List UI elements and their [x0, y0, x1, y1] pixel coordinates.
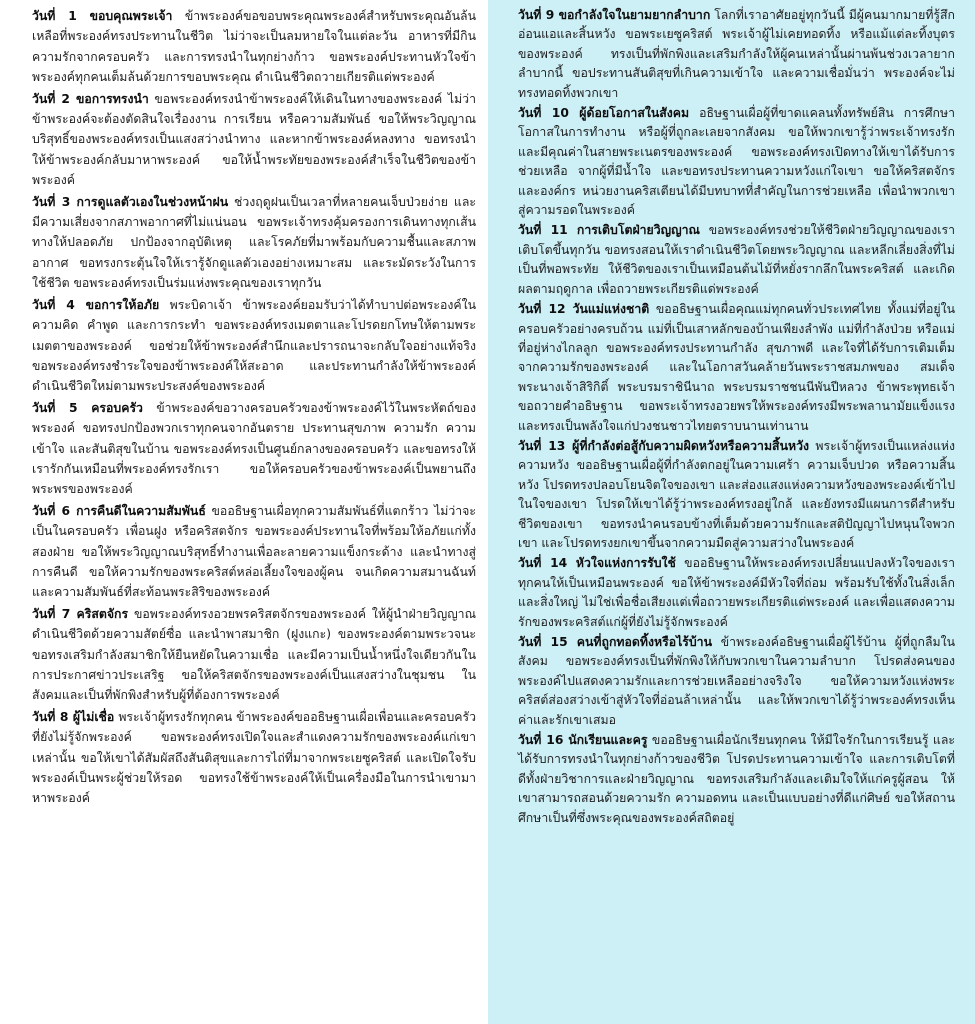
prayer-day-4 [32, 295, 476, 397]
day-heading: วันที่ 3 การดูแลตัวเองในช่วงหน้าฝน [32, 194, 229, 209]
day-text: ขอพระองค์ทรงช่วยให้ชีวิตฝ่ายวิญญาณของเราเติบโตขึ้นทุกวัน ขอทรงสอนให้เราดำเนินชีวิตโดยพระวิญญาณ และหลีกเลี่ยงสิ่งที่ไม่เป็นที่พอพระทัย ให้ชีวิตของเราเป็นเหมือนต้นไม้ที่หยั่งรากลึกในพระคริสต์ และเกิดผลตามฤดูกาล เพื่อถวายพระเกียรติแด่พระองค์ [518, 223, 955, 296]
day-text: ขอพระองค์ทรงอวยพรคริสตจักรของพระองค์ ให้ผู้นำฝ่ายวิญญาณดำเนินชีวิตด้วยความสัตย์ซื่อ และนำพาสมาชิก (ฝูงแกะ) ของพระองค์ตามพระวจนะ ขอทรงเสริมกำลังสมาชิกให้ยืนหยัดในความเชื่อ และมีความเป็นน้ำหนึ่งใจเดียวกันในการประกาศข่าวประเสริฐ ขอให้คริสตจักรของพระองค์เป็นแสงสว่างในชุมชน ในสังคมและเป็นที่พักพิงสำหรับผู้ที่ต้องการพระองค์ [32, 606, 476, 703]
day-text: ขอพระองค์ทรงนำข้าพระองค์ให้เดินในทางของพระองค์ ไม่ว่าข้าพระองค์จะต้องตัดสินใจเรื่องงาน การเรียน หรือความสัมพันธ์ ขอให้พระวิญญาณบริสุทธิ์ของพระองค์ทรงเป็นแสงสว่างนำทาง และหากข้าพระองค์หลงทาง ขอทรงนำให้ข้าพระองค์กลับมาหาพระองค์ ขอให้น้ำพระทัยของพระองค์สำเร็จในชีวิตของข้าพระองค์ [32, 91, 476, 188]
day-heading: วันที่ 4 ขอการให้อภัย [32, 297, 160, 312]
day-text: โลกที่เราอาศัยอยู่ทุกวันนี้ มีผู้คนมากมายที่รู้สึกอ่อนแอและสิ้นหวัง ขอพระเยซูคริสต์ พระเจ้าผู้ไม่เคยทอดทิ้ง หรือแม้แต่ละทิ้งบุตรของพระองค์ ทรงเป็นที่พักพิงและเสริมกำลังให้ผู้คนเหล่านั้นผ่านพ้นช่วงเวลายากลำบากนี้ ขอประทานสันติสุขที่เกินความเข้าใจ และความเชื่อมั่นว่า พระองค์จะไม่ทรงทอดทิ้งพวกเขา [518, 8, 955, 100]
prayer-day-15 [518, 633, 955, 730]
day-heading: วันที่ 6 การคืนดีในความสัมพันธ์ [32, 503, 206, 518]
day-text: พระเจ้าผู้ทรงรักทุกคน ข้าพระองค์ขออธิษฐานเผื่อเพื่อนและครอบครัวที่ยังไม่รู้จักพระองค์ ขอพระองค์ทรงเปิดใจและสำแดงความรักของพระองค์แก่เขาเหล่านั้น ขอให้เขาได้สัมผัสถึงสันติสุขและการไถ่ที่มาจากพระเยซูคริสต์ และเปิดใจรับพระองค์เป็นพระผู้ช่วยให้รอด ขอทรงใช้ข้าพระองค์ให้เป็นเครื่องมือในการนำเขามาหาพระองค์ [32, 709, 476, 806]
prayer-day-14 [518, 554, 955, 632]
day-text: ขออธิษฐานเผื่อนักเรียนทุกคน ให้มีใจรักในการเรียนรู้ และได้รับการทรงนำในทุกย่างก้าวของชีวิต โปรดประทานความเข้าใจ และการเติบโตที่ดีทั้งฝ่ายวิชาการและฝ่ายวิญญาณ ขอทรงเสริมกำลังและเติมใจให้แก่ครูผู้สอน ให้เขาสามารถสอนด้วยความรัก ความอดทน และเป็นแบบอย่างที่ดีแก่ศิษย์ ขอให้สถานศึกษาเป็นที่ซึ่งพระคุณของพระองค์สถิตอยู่ [518, 733, 955, 825]
prayer-day-13 [518, 437, 955, 553]
prayer-day-9 [518, 6, 955, 103]
day-heading: วันที่ 9 ขอกำลังใจในยามยากลำบาก [518, 8, 711, 22]
prayer-day-16 [518, 731, 955, 828]
prayer-day-5 [32, 398, 476, 500]
prayer-day-6 [32, 501, 476, 603]
prayer-day-10 [518, 104, 955, 220]
day-text: พระบิดาเจ้า ข้าพระองค์ยอมรับว่าได้ทำบาปต่อพระองค์ในความคิด คำพูด และการกระทำ ขอพระองค์ทรงเมตตาและโปรดยกโทษให้ตามพระเมตตาของพระองค์ ขอช่วยให้ข้าพระองค์สำนึกและปรารถนาจะกลับใจอย่างแท้จริง ขอพระองค์ทรงชำระใจของข้าพระองค์ให้สะอาด และประทานกำลังให้ข้าพระองค์ดำเนินชีวิตใหม่ตามพระประสงค์ของพระองค์ [32, 297, 476, 394]
day-text: พระเจ้าผู้ทรงเป็นแหล่งแห่งความหวัง ขออธิษฐานเผื่อผู้ที่กำลังตกอยู่ในความเศร้า ความเจ็บปวด หรือความสิ้นหวัง โปรดทรงปลอบโยนจิตใจของเขา และส่องแสงแห่งความหวังของพระองค์เข้าไปในใจของเขา โปรดให้เขาได้รู้ว่าพระองค์ทรงอยู่ใกล้ และยังทรงมีแผนการดีสำหรับชีวิตของเขา ขอทรงนำคนรอบข้างที่เต็มด้วยความรักและสติปัญญาไปหนุนใจพวกเขา และโปรดทรงยกเขาขึ้นจากความมืดสู่ความสว่างในพระองค์ [518, 438, 956, 550]
day-heading: วันที่ 8 ผู้ไม่เชื่อ [32, 709, 115, 724]
day-text: ขออธิษฐานเผื่อคุณแม่ทุกคนทั่วประเทศไทย ทั้งแม่ที่อยู่ในครอบครัวอย่างครบถ้วน แม่ที่เป็นเสาหลักของบ้านเพียงลำพัง แม่ที่กำลังป่วย หรือแม่ที่อยู่ห่างไกลลูก ขอพระองค์ทรงประทานกำลัง สุขภาพดี และใจที่ได้รับการเติมเต็มจากความรักของพระองค์ และในโอกาสวันคล้ายวันพระราชสมภพของ สมเด็จพระนางเจ้าสิริกิติ์ พระบรมราชินีนาถ พระบรมราชชนนีพันปีหลวง ข้าพระพุทธเจ้าขอถวายคำอธิษฐาน ขอพระเจ้าทรงอวยพรให้พระองค์ทรงมีพระพลานามัยแข็งแรง และทรงเป็นพลังใจแก่ปวงชนชาวไทยตราบนานเท่านาน [518, 302, 955, 433]
day-heading: วันที่ 1 ขอบคุณพระเจ้า [32, 9, 173, 23]
day-heading: วันที่ 10 ผู้ด้อยโอกาสในสังคม [518, 106, 690, 121]
day-heading: วันที่ 7 คริสตจักร [32, 606, 129, 621]
prayer-day-3 [32, 192, 476, 294]
day-heading: วันที่ 2 ขอการทรงนำ [32, 91, 149, 106]
prayer-day-12 [518, 300, 955, 436]
day-heading: วันที่ 13 ผู้ที่กำลังต่อสู้กับความผิดหวังหรือความสิ้นหวัง [518, 438, 809, 453]
day-text: ข้าพระองค์ขอวางครอบครัวของข้าพระองค์ไว้ในพระหัตถ์ของพระองค์ ขอทรงปกป้องพวกเราทุกคนจากอันตราย ประทานสุขภาพ ความรัก ความเข้าใจ และสันติสุขในบ้าน ขอพระองค์ทรงเป็นศูนย์กลางของครอบครัว และขอทรงให้เรารักกันเหมือนที่พระองค์ทรงรักเรา ขอให้ครอบครัวของข้าพระองค์เป็นพยานถึงพระพรของพระองค์ [32, 400, 477, 497]
prayer-day-2 [32, 89, 476, 191]
day-heading: วันที่ 14 หัวใจแห่งการรับใช้ [518, 556, 676, 571]
day-heading: วันที่ 16 นักเรียนและครู [518, 733, 648, 748]
prayer-day-1 [32, 6, 476, 88]
day-text: อธิษฐานเผื่อผู้ที่ขาดแคลนทั้งทรัพย์สิน การศึกษา โอกาสในการทำงาน หรือผู้ที่ถูกละเลยจากสังคม ขอให้พวกเขารู้ว่าพระเจ้าทรงรัก และมีคุณค่าในสายพระเนตรของพระองค์ ขอพระองค์ทรงเปิดทางให้เขาได้รับการช่วยเหลือ จากผู้ที่มีน้ำใจ และขอทรงประทานความหวังแก่ใจเขา ขอให้คริสตจักรและองค์กร หน่วยงานคริสเตียนได้มีบทบาทที่สำคัญในการช่วยเหลือ เพื่อนำพวกเขาสู่ความรอดในพระองค์ [518, 106, 955, 218]
day-text: ข้าพระองค์อธิษฐานเผื่อผู้ไร้บ้าน ผู้ที่ถูกลืมในสังคม ขอพระองค์ทรงเป็นที่พักพิงให้กับพวกเขาในความลำบาก โปรดส่งคนของพระองค์ไปแสดงความรักและการช่วยเหลืออย่างจริงใจ ขอให้ความหวังแห่งพระคริสต์ส่องสว่างเข้าสู่หัวใจที่อ่อนล้าเหล่านั้น และให้พวกเขาได้รู้ว่าพระองค์ทรงเห็นค่าและรักเขาเสมอ [518, 635, 955, 727]
prayer-day-7 [32, 604, 476, 706]
day-text: ข้าพระองค์ขอขอบพระคุณพระองค์สำหรับพระคุณอันล้นเหลือที่พระองค์ทรงประทานในชีวิต ไม่ว่าจะเป็นลมหายใจในแต่ละวัน อาหารที่มีกิน ความรักจากครอบครัว และการทรงนำในทุกย่างก้าว ขอพระองค์ประทานหัวใจข้าพระองค์ทุกคนเต็มล้นด้วยการขอบพระคุณ ดำเนินชีวิตถวายเกียรติแด่พระองค์ [32, 9, 476, 85]
day-text: ขออธิษฐานเผื่อทุกความสัมพันธ์ที่แตกร้าว ไม่ว่าจะเป็นในครอบครัว เพื่อนฝูง หรือคริสตจักร ขอพระองค์ประทานใจที่พร้อมให้อภัยแก่ทั้งสองฝ่าย ขอให้พระวิญญาณบริสุทธิ์ทำงานเพื่อละลายความแข็งกระด้าง และนำทางสู่การคืนดี ขอให้ความรักของพระคริสต์หล่อเลี้ยงใจของผู้คน จนเกิดความสมานฉันท์ และความสัมพันธ์ที่สะท้อนพระสิริของพระองค์ [32, 503, 476, 600]
day-heading: วันที่ 15 คนที่ถูกทอดทิ้งหรือไร้บ้าน [518, 635, 712, 649]
day-heading: วันที่ 5 ครอบครัว [32, 400, 143, 415]
right-column [488, 0, 975, 1024]
day-heading: วันที่ 12 วันแม่แห่งชาติ [518, 302, 650, 317]
day-heading: วันที่ 11 การเติบโตฝ่ายวิญญาณ [518, 223, 700, 238]
prayer-day-11 [518, 221, 955, 299]
day-text: ช่วงฤดูฝนเป็นเวลาที่หลายคนเจ็บป่วยง่าย และมีความเสี่ยงจากสภาพอากาศที่ไม่แน่นอน ขอพระเจ้าทรงคุ้มครองการเดินทางทุกเส้นทางให้ปลอดภัย ปกป้องจากอุบัติเหตุ และโรคภัยที่มาพร้อมกับความชื้นและสภาพอากาศ ขอทรงกระตุ้นใจให้เรารู้จักดูแลตัวเองอย่างเหมาะสม และระมัดระวังในการใช้ชีวิต ขอพระองค์ทรงเป็นร่มแห่งพระคุณของเราทุกวัน [32, 194, 476, 291]
day-text: ขออธิษฐานให้พระองค์ทรงเปลี่ยนแปลงหัวใจของเราทุกคนให้เป็นเหมือนพระองค์ ขอให้ข้าพระองค์มีหัวใจที่ถ่อม พร้อมรับใช้ทั้งในสิ่งเล็กและสิ่งใหญ่ ไม่ใช่เพื่อชื่อเสียงแต่เพื่อถวายพระเกียรติแด่พระองค์ และเพื่อแสดงความรักของพระคริสต์แก่ผู้ที่ยังไม่รู้จักพระองค์ [518, 556, 955, 629]
prayer-day-8 [32, 707, 476, 809]
